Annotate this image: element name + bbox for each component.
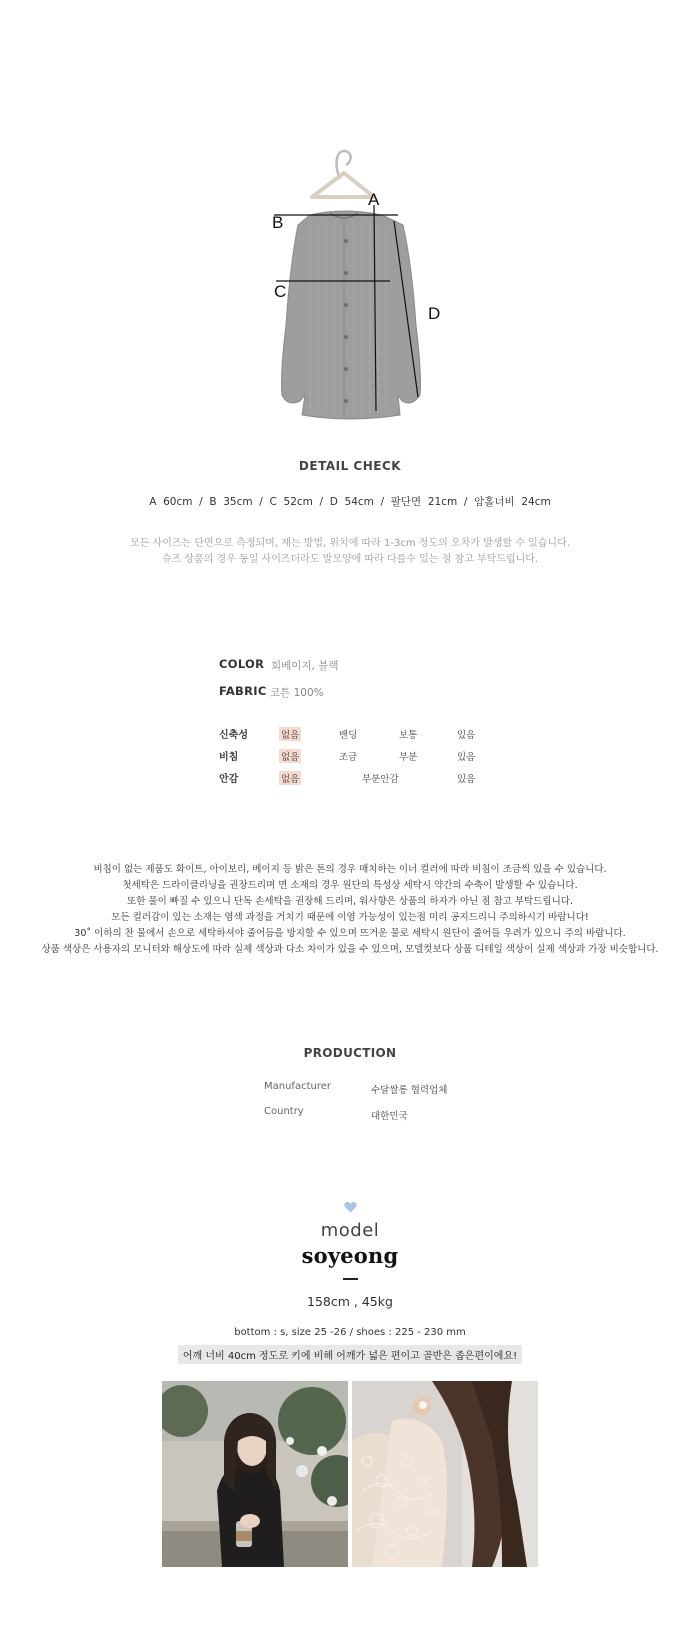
fabric-value: 코튼 100%: [270, 687, 324, 699]
heart-icon: [344, 1201, 357, 1213]
model-name: soyeong: [301, 1243, 399, 1268]
size-note-2: 슈즈 상품의 경우 동일 사이즈더라도 발모양에 따라 다를수 있는 점 참고 부탁드립니다.: [161, 554, 539, 565]
model-photo-1: [162, 1381, 348, 1567]
model-label: model: [320, 1220, 380, 1241]
color-value: 회베이지, 블랙: [271, 660, 339, 672]
stretch-option-none: 없음: [279, 727, 301, 741]
measure-label-a: A: [368, 190, 380, 209]
sheer-option-yes: 있음: [457, 752, 476, 763]
shirt-illustration: [282, 211, 421, 419]
hanger-icon: [312, 151, 374, 197]
lining-option-none: 없음: [279, 771, 301, 785]
sheer-label: 비침: [219, 752, 239, 763]
care-note-5: 30˚ 이하의 찬 물에서 손으로 세탁하셔야 줄어듬을 방지할 수 있으며 뜨거운 물로 세탁시 원단이 줄어들 우려가 있으니 주의 바랍니다.: [74, 928, 626, 939]
sheer-option-partial: 부분: [399, 752, 418, 763]
fabric-label: FABRIC: [219, 684, 267, 698]
care-note-4: 모든 컬러감이 있는 소재는 염색 과정을 거치기 때문에 이염 가능성이 있는점 미리 공지드리니 주의하시기 바랍니다!: [111, 912, 589, 923]
production-title: PRODUCTION: [303, 1046, 397, 1060]
stretch-option-banding: 밴딩: [339, 730, 358, 741]
lining-option-partial: 부분안감: [362, 774, 399, 785]
country-label: Country: [264, 1106, 304, 1117]
lining-label: 안감: [219, 774, 239, 785]
measurements-line: A 60cm / B 35cm / C 52cm / D 54cm / 팔단면 21cm / 암홀너비 24cm: [149, 496, 551, 508]
measure-label-b: B: [272, 213, 284, 232]
detail-check-title: DETAIL CHECK: [298, 459, 402, 473]
care-note-3: 또한 물이 빠질 수 있으니 단독 손세탁을 권장해 드리며, 워사향은 상품의 하자가 아닌 점 참고 부탁드립니다.: [127, 896, 573, 907]
manufacturer-value: 수달쌀롱 협력업체: [371, 1085, 448, 1096]
sheer-option-none: 없음: [279, 749, 301, 763]
manufacturer-label: Manufacturer: [264, 1081, 331, 1092]
garment-measurement-figure: [240, 145, 460, 435]
model-note-container: [0, 1344, 700, 1364]
stretch-option-yes: 있음: [457, 730, 476, 741]
measure-label-c: C: [274, 282, 287, 301]
lining-option-yes: 있음: [457, 774, 476, 785]
care-note-6: 상품 색상은 사용자의 모니터와 해상도에 따라 실제 색상과 다소 차이가 있을 수 있으며, 모델컷보다 상품 디테일 색상이 실제 색상과 가장 비슷합니다.: [41, 944, 659, 955]
care-note-1: 비침이 없는 제품도 화이트, 아이보리, 베이지 등 밝은 톤의 경우 매치하는 이너 컬러에 따라 비침이 조금씩 있을 수 있습니다.: [93, 864, 607, 875]
color-label: COLOR: [219, 657, 265, 671]
sheer-option-slight: 조금: [339, 752, 358, 763]
stretch-option-normal: 보통: [399, 730, 418, 741]
model-photo-2: [352, 1381, 538, 1567]
model-note: 어깨 너비 40cm 정도로 키에 비해 어깨가 넓은 편이고 골반은 좁은편이에요!: [178, 1345, 522, 1364]
size-note-1: 모든 사이즈는 단면으로 측정되며, 재는 방법, 위치에 따라 1-3cm 정도의 오차가 발생할 수 있습니다.: [130, 538, 570, 549]
country-value: 대한민국: [371, 1111, 408, 1122]
model-extra-size: bottom : s, size 25 -26 / shoes : 225 - 230 mm: [234, 1327, 466, 1338]
stretch-label: 신축성: [219, 730, 248, 741]
divider: [343, 1278, 358, 1280]
care-note-2: 첫세탁은 드라이클리닝을 권장드리며 면 소재의 경우 원단의 특성상 세탁시 약간의 수축이 발생할 수 있습니다.: [122, 880, 578, 891]
model-size: 158cm , 45kg: [307, 1294, 393, 1309]
measure-label-d: D: [428, 304, 441, 323]
